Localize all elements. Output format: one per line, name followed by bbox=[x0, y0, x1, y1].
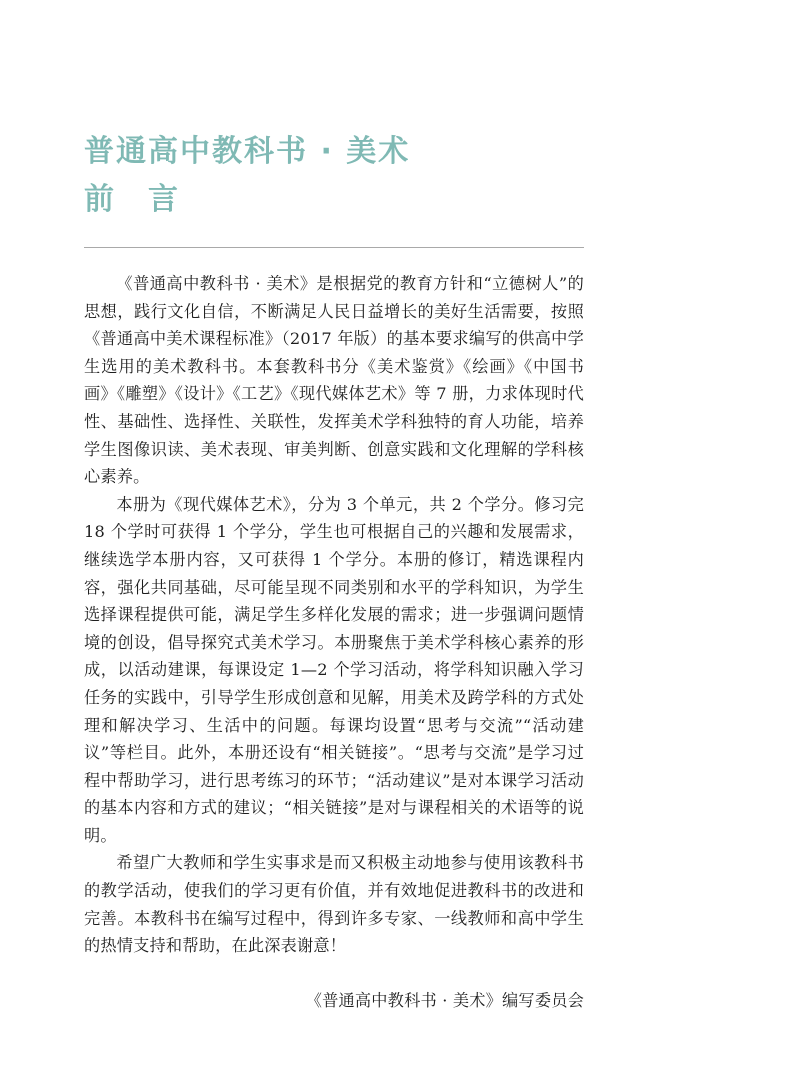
paragraph-2: 本册为《现代媒体艺术》，分为 3 个单元，共 2 个学分。修习完 18 个学时可获得 1 个学分，学生也可根据自己的兴趣和发展需求，继续选学本册内容，又可获得 1 个学分。本册的修订，精选课程内容，强化共同基础，尽可能呈现不同类别和水平的学科知识，为学生选择课程提供可能，满足学生多样化发展的需求；进一步强调问题情境的创设，倡导探究式美术学习。本册聚焦于美术学科核心素养的形成，以活动建课，每课设定 1—2 个学习活动，将学科知识融入学习任务的实践中，引导学生形成创意和见解，用美术及跨学科的方式处理和解决学习、生活中的问题。每课均设置“思考与交流”“活动建议”等栏目。此外，本册还设有“相关链接”。“思考与交流”是学习过程中帮助学习，进行思考练习的环节；“活动建议”是对本课学习活动的基本内容和方式的建议；“相关链接”是对与课程相关的术语等的说明。 bbox=[84, 494, 584, 845]
paragraph-3: 希望广大教师和学生实事求是而又积极主动地参与使用该教科书的教学活动，使我们的学习更有价值，并有效地促进教科书的改进和完善。本教科书在编写过程中，得到许多专家、一线教师和高中学生的热情支持和帮助，在此深表谢意！ bbox=[84, 853, 584, 956]
preface-body bbox=[84, 270, 584, 960]
paragraph-1: 《普通高中教科书 · 美术》是根据党的教育方针和“立德树人”的思想，践行文化自信，不断满足人民日益增长的美好生活需要，按照《普通高中美术课程标准》（2017 年版）的基本要求编写的供高中学生选用的美术教科书。本套教科书分《美术鉴赏》《绘画》《中国书画》《雕塑》《设计》《工艺》《现代媒体艺术》等 7 册，力求体现时代性、基础性、选择性、关联性，发挥美术学科独特的育人功能，培养学生图像识读、美术表现、审美判断、创意实践和文化理解的学科核心素养。 bbox=[84, 274, 584, 487]
signature: 《普通高中教科书 · 美术》编写委员会 bbox=[305, 991, 584, 1010]
series-title: 普通高中教科书 · 美术 bbox=[84, 134, 411, 169]
page-heading: 前 言 bbox=[84, 182, 180, 217]
heading-divider bbox=[84, 247, 584, 248]
